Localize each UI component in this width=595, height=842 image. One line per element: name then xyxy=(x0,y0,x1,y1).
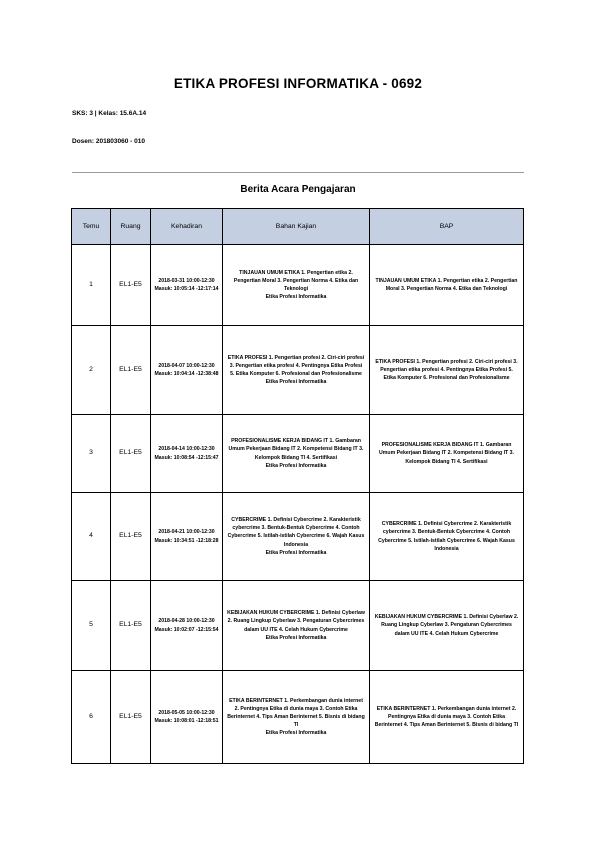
section-title: Berita Acara Pengajaran xyxy=(240,184,356,195)
cell-bahan-kajian xyxy=(223,415,370,493)
cell-temu: 1 xyxy=(72,245,111,326)
header-ruang: Ruang xyxy=(111,209,151,245)
bahan-text: ETIKA PROFESI 1. Pengertian profesi 2. Ciri-ciri profesi 3. Pengertian etika profesi 4. Pentingnya Etika Profesi 5. Etika Komputer 6. Profesional dan Profesionalisme xyxy=(227,354,365,377)
cell-ruang: EL1-E5 xyxy=(111,415,151,493)
cell-kehadiran: 2018-03-31 10:00-12:30 Masuk: 10:05:14 -12:17:14 xyxy=(151,245,223,326)
header-temu: Temu xyxy=(72,209,111,245)
cell-bahan-kajian xyxy=(223,493,370,581)
cell-temu: 4 xyxy=(72,493,111,581)
cell-ruang: EL1-E5 xyxy=(111,581,151,671)
cell-bap: ETIKA PROFESI 1. Pengertian profesi 2. Ciri-ciri profesi 3. Pengertian etika profesi 4. Pentingnya Etika Profesi 5. Etika Komputer 6. Profesional dan Profesionalisme xyxy=(370,326,524,415)
cell-bap: ETIKA BERINTERNET 1. Perkembangan dunia internet 2. Pentingnya Etika di dunia maya 3. Contoh Etika Berinternet 4. Tips Aman Berinternet 5. Bisnis di bidang TI xyxy=(370,671,524,764)
cell-ruang: EL1-E5 xyxy=(111,326,151,415)
cell-kehadiran: 2018-05-05 10:00-12:30 Masuk: 10:08:01 -12:18:51 xyxy=(151,671,223,764)
cell-ruang: EL1-E5 xyxy=(111,493,151,581)
cell-temu: 5 xyxy=(72,581,111,671)
sks-class-line: SKS: 3 | Kelas: 15.6A.14 xyxy=(72,110,147,117)
table-row xyxy=(72,671,524,764)
table-header-row xyxy=(72,209,524,245)
table-row xyxy=(72,415,524,493)
cell-bap: CYBERCRIME 1. Definisi Cybercrime 2. Karakteristik cybercrime 3. Bentuk-Bentuk Cybercrime 4. Contoh Cybercrime 5. Istilah-istilah Cybercrime 6. Wajah Kasus Indonesia xyxy=(370,493,524,581)
table-row xyxy=(72,581,524,671)
cell-temu: 3 xyxy=(72,415,111,493)
bahan-text: CYBERCRIME 1. Definisi Cybercrime 2. Karakteristik cybercrime 3. Bentuk-Bentuk Cybercrime 4. Contoh Cybercrime 5. Istilah-istilah Cybercrime 6. Wajah Kasus Indonesia xyxy=(227,517,365,548)
cell-ruang: EL1-E5 xyxy=(111,245,151,326)
page-title: ETIKA PROFESI INFORMATIKA - 0692 xyxy=(173,76,423,91)
cell-bahan-kajian xyxy=(223,326,370,415)
table-row xyxy=(72,245,524,326)
bahan-reference: Etika Profesi Informatika xyxy=(265,634,327,641)
bahan-text: ETIKA BERINTERNET 1. Perkembangan dunia internet 2. Pentingnya Etika di dunia maya 3. Contoh Etika Berinternet 4. Tips Aman Berinternet 5. Bisnis di bidang TI xyxy=(227,697,365,729)
bahan-reference: Etika Profesi Informatika xyxy=(265,730,327,737)
cell-kehadiran: 2018-04-14 10:00-12:30 Masuk: 10:08:54 -12:15:47 xyxy=(151,415,223,493)
bahan-reference: Etika Profesi Informatika xyxy=(265,379,327,386)
header-bahan-kajian: Bahan Kajian xyxy=(223,209,370,245)
teaching-report-table xyxy=(71,208,524,764)
table-row xyxy=(72,493,524,581)
divider xyxy=(72,172,524,173)
table-row xyxy=(72,326,524,415)
cell-bahan-kajian xyxy=(223,581,370,671)
cell-bap: KEBIJAKAN HUKUM CYBERCRIME 1. Definisi Cyberlaw 2. Ruang Lingkup Cyberlaw 3. Pengaturan Cybercrimes dalam UU ITE 4. Celah Hukum Cybercrime xyxy=(370,581,524,671)
lecturer-line: Dosen: 201803060 - 010 xyxy=(72,138,145,145)
cell-bahan-kajian xyxy=(223,671,370,764)
bahan-text: KEBIJAKAN HUKUM CYBERCRIME 1. Definisi Cyberlaw 2. Ruang Lingkup Cyberlaw 3. Pengaturan Cybercrimes dalam UU ITE 4. Celah Hukum Cybercrime xyxy=(227,610,365,633)
bahan-text: PROFESIONALISME KERJA BIDANG IT 1. Gambaran Umum Pekerjaan Bidang IT 2. Kompetensi Bidang IT 3. Kelompok Bidang TI 4. Sertifikasi xyxy=(228,438,364,461)
bahan-reference: Etika Profesi Informatika xyxy=(265,549,327,556)
bahan-text: TINJAUAN UMUM ETIKA 1. Pengertian etika 2. Pengertian Moral 3. Pengertian Norma 4. Etika dan Teknologi xyxy=(233,269,359,292)
cell-bap: PROFESIONALISME KERJA BIDANG IT 1. Gambaran Umum Pekerjaan Bidang IT 2. Kompetensi Bidang IT 3. Kelompok Bidang TI 4. Sertifikasi xyxy=(370,415,524,493)
cell-kehadiran: 2018-04-28 10:00-12:30 Masuk: 10:02:07 -12:15:54 xyxy=(151,581,223,671)
cell-kehadiran: 2018-04-07 10:00-12:30 Masuk: 10:04:14 -12:38:48 xyxy=(151,326,223,415)
cell-bap: TINJAUAN UMUM ETIKA 1. Pengertian etika 2. Pengertian Moral 3. Pengertian Norma 4. Etika dan Teknologi xyxy=(370,245,524,326)
bahan-reference: Etika Profesi Informatika xyxy=(265,294,327,301)
cell-kehadiran: 2018-04-21 10:00-12:30 Masuk: 10:34:51 -12:18:28 xyxy=(151,493,223,581)
header-kehadiran: Kehadiran xyxy=(151,209,223,245)
cell-temu: 2 xyxy=(72,326,111,415)
header-bap: BAP xyxy=(370,209,524,245)
cell-bahan-kajian xyxy=(223,245,370,326)
bahan-reference: Etika Profesi Informatika xyxy=(265,462,327,469)
cell-ruang: EL1-E5 xyxy=(111,671,151,764)
cell-temu: 6 xyxy=(72,671,111,764)
